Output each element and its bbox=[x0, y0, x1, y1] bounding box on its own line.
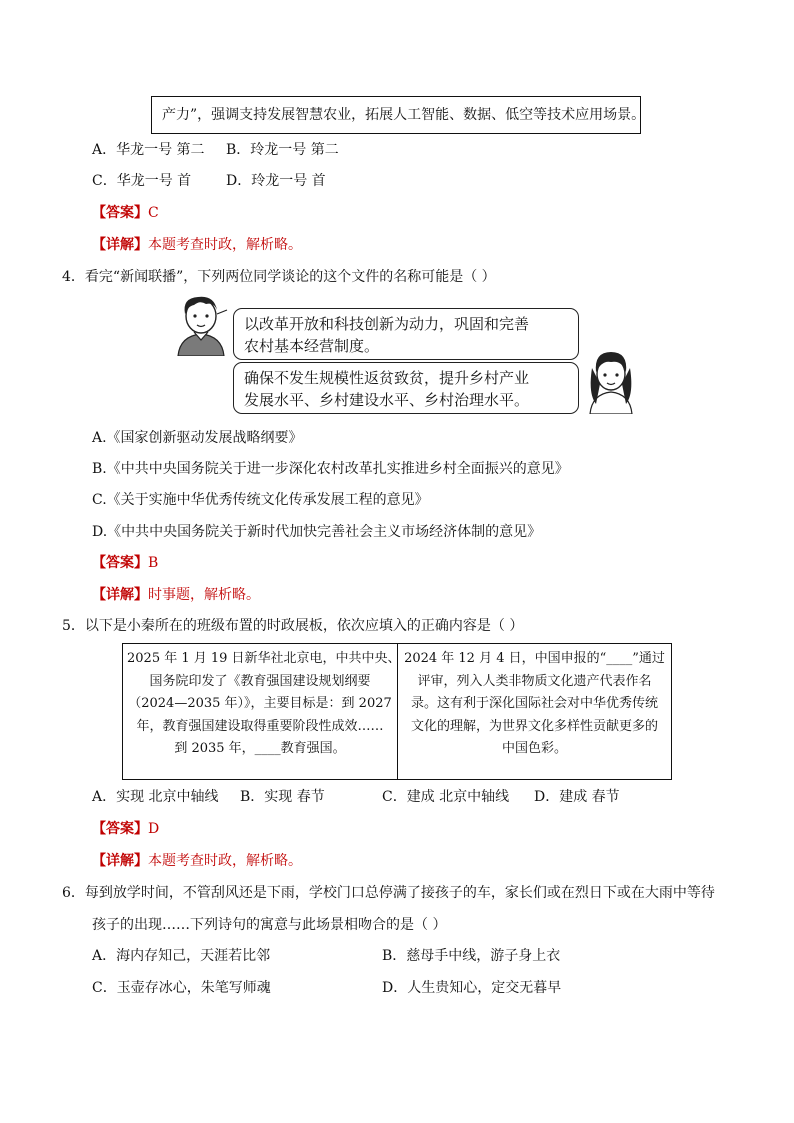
q5-right-line: 中国色彩。 bbox=[501, 741, 567, 756]
q5-left-cell bbox=[123, 644, 401, 779]
q5-right-line: 录。这有利于深化国际社会对中华优秀传统 bbox=[410, 696, 658, 711]
q4-answer bbox=[92, 553, 158, 573]
q4-detail-text: 时事题，解析略。 bbox=[148, 587, 260, 603]
q5-answer-value: D bbox=[148, 821, 160, 837]
q6-option-c: C．玉壶存冰心，朱笔写师魂 bbox=[92, 980, 271, 996]
bubble1-line2: 农村基本经营制度。 bbox=[244, 337, 380, 355]
q3-detail bbox=[92, 235, 302, 255]
q3-material-box bbox=[151, 96, 646, 134]
q3-option-c: C．华龙一号 首 bbox=[92, 173, 192, 189]
girl-illustration-icon bbox=[582, 344, 640, 414]
q5-right-line: 2024 年 12 月 4 日，中国申报的“____”通过 bbox=[404, 651, 665, 666]
q5-right-line: 文化的理解，为世界文化多样性贡献更多的 bbox=[410, 718, 658, 734]
q5-option-d: D．建成 春节 bbox=[534, 789, 620, 805]
q4-option-b: B.《中共中央国务院关于进一步深化农村改革扎实推进乡村全面振兴的意见》 bbox=[92, 461, 569, 477]
q4-detail bbox=[92, 585, 260, 605]
q3-answer bbox=[92, 203, 159, 223]
q5-question: 5．以下是小秦所在的班级布置的时政展板，依次应填入的正确内容是（ ） bbox=[62, 618, 524, 634]
speech-bubble-boy bbox=[233, 308, 579, 360]
q3-option-b: B．玲龙一号 第二 bbox=[226, 142, 339, 158]
q4-answer-value: B bbox=[148, 555, 159, 571]
q5-news-board-table bbox=[122, 643, 672, 780]
q5-right-line: 评审，列入人类非物质文化遗产代表作名 bbox=[417, 673, 652, 689]
q3-detail-text: 本题考查时政，解析略。 bbox=[148, 237, 302, 253]
q4-answer-label: 【答案】 bbox=[92, 555, 148, 571]
bubble2-line1: 确保不发生规模性返贫致贫，提升乡村产业 bbox=[244, 369, 530, 387]
q4-option-a: A.《国家创新驱动发展战略纲要》 bbox=[92, 430, 303, 446]
q5-left-line: 到 2035 年，____教育强国。 bbox=[174, 741, 346, 756]
q5-option-b: B．实现 春节 bbox=[240, 789, 325, 805]
q5-right-cell bbox=[398, 644, 671, 779]
q3-option-d: D．玲龙一号 首 bbox=[226, 173, 326, 189]
q4-detail-label: 【详解】 bbox=[92, 587, 148, 603]
q3-material-text: 产力”，强调支持发展智慧农业，拓展人工智能、数据、低空等技术应用场景。 bbox=[162, 107, 646, 123]
q3-option-a: A．华龙一号 第二 bbox=[92, 142, 205, 158]
q6-option-d: D．人生贵知心，定交无暮早 bbox=[382, 980, 562, 996]
q4-question: 4．看完“新闻联播”，下列两位同学谈论的这个文件的名称可能是（ ） bbox=[62, 269, 496, 285]
q5-left-line: 国务院印发了《教育强国建设规划纲要 bbox=[149, 673, 371, 689]
boy-illustration-icon bbox=[170, 292, 232, 356]
q5-detail-text: 本题考查时政，解析略。 bbox=[148, 853, 302, 869]
q3-answer-value: C bbox=[148, 205, 159, 221]
q5-left-line: 2025 年 1 月 19 日新华社北京电，中共中央、 bbox=[127, 651, 401, 666]
q4-option-c: C.《关于实施中华优秀传统文化传承发展工程的意见》 bbox=[92, 492, 429, 508]
q5-option-a: A．实现 北京中轴线 bbox=[92, 789, 219, 805]
q3-answer-label: 【答案】 bbox=[92, 205, 148, 221]
q6-option-b: B．慈母手中线，游子身上衣 bbox=[382, 948, 561, 964]
q3-detail-label: 【详解】 bbox=[92, 237, 148, 253]
q4-option-d: D.《中共中央国务院关于新时代加快完善社会主义市场经济体制的意见》 bbox=[92, 524, 542, 540]
q5-detail-label: 【详解】 bbox=[92, 853, 148, 869]
q5-detail bbox=[92, 851, 302, 871]
speech-bubble-girl bbox=[233, 362, 579, 414]
q5-left-line: （2024—2035 年）》，主要目标是：到 2027 bbox=[128, 696, 392, 711]
q5-answer-label: 【答案】 bbox=[92, 821, 148, 837]
q5-option-c: C．建成 北京中轴线 bbox=[382, 789, 510, 805]
q5-left-line: 年，教育强国建设取得重要阶段性成效…… bbox=[136, 718, 384, 734]
q6-option-a: A．海内存知己，天涯若比邻 bbox=[92, 948, 271, 964]
q5-answer bbox=[92, 819, 159, 839]
q6-question-line1: 6．每到放学时间，不管刮风还是下雨，学校门口总停满了接孩子的车，家长们或在烈日下或在大雨中等待 bbox=[62, 885, 715, 901]
bubble1-line1: 以改革开放和科技创新为动力，巩固和完善 bbox=[244, 315, 530, 333]
q6-question-line2: 孩子的出现……下列诗句的寓意与此场景相吻合的是（ ） bbox=[92, 917, 447, 933]
bubble2-line2: 发展水平、乡村建设水平、乡村治理水平。 bbox=[244, 391, 530, 409]
